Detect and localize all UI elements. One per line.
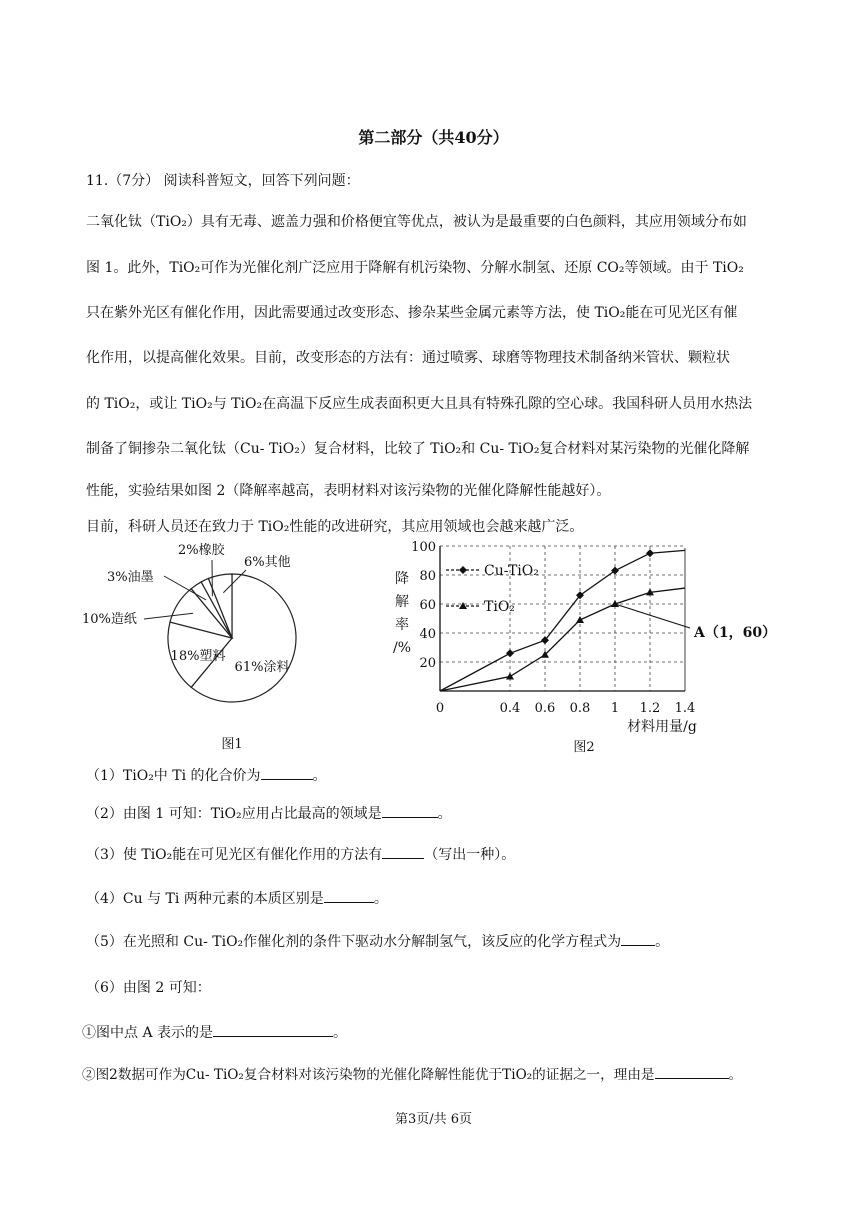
pie-label-橡胶: 2%橡胶 bbox=[178, 543, 225, 558]
y-tick-label: 80 bbox=[419, 569, 436, 584]
question-5-text: （5）在光照和 Cu- TiO₂作催化剂的条件下驱动水分解制氢气，该反应的化学方程式为 bbox=[86, 934, 622, 950]
pie-label-造纸: 10%造纸 bbox=[82, 612, 137, 627]
pie-label-油墨: 3%油墨 bbox=[107, 570, 154, 585]
question-3-suffix: （写出一种）。 bbox=[424, 847, 516, 863]
passage-line: 二氧化钛（TiO₂）具有无毒、遮盖力强和价格便宜等优点，被认为是最重要的白色颜料，其应用领域分布如 bbox=[86, 214, 747, 230]
passage-line: 化作用，以提高催化效果。目前，改变形态的方法有：通过喷雾、球磨等物理技术制备纳米管状、颗粒状 bbox=[86, 350, 730, 366]
legend-label: Cu-TiO₂ bbox=[484, 563, 539, 579]
answer-blank[interactable] bbox=[621, 933, 655, 946]
x-tick-label: 1.2 bbox=[639, 701, 661, 716]
y-axis-label: 解 bbox=[395, 594, 409, 610]
question-6b bbox=[82, 1063, 742, 1083]
question-3 bbox=[86, 844, 515, 864]
x-tick-label: 0.6 bbox=[534, 701, 556, 716]
period: 。 bbox=[373, 891, 388, 907]
y-tick-label: 20 bbox=[419, 656, 436, 671]
data-point-triangle bbox=[576, 616, 584, 623]
period: 。 bbox=[655, 934, 670, 950]
answer-blank[interactable] bbox=[261, 767, 313, 780]
answer-blank[interactable] bbox=[655, 1066, 729, 1079]
question-6a-text: ①图中点 A 表示的是 bbox=[82, 1025, 214, 1041]
pie-label-塑料: 18%塑料 bbox=[170, 649, 226, 664]
x-tick-label: 0.8 bbox=[569, 701, 591, 716]
legend-label: TiO₂ bbox=[484, 599, 515, 615]
series-line-1 bbox=[440, 588, 685, 691]
passage-line: 只在紫外光区有催化作用，因此需要通过改变形态、掺杂某些金属元素等方法，使 TiO₂能在可见光区有催 bbox=[86, 305, 738, 321]
question-6: （6）由图 2 可知： bbox=[86, 980, 211, 996]
y-axis-label: /% bbox=[392, 640, 412, 656]
question-intro: 11.（7分） 阅读科普短文，回答下列问题： bbox=[86, 173, 360, 189]
period: 。 bbox=[437, 806, 452, 822]
section-title: 第二部分（共40分） bbox=[358, 128, 509, 147]
question-6a bbox=[82, 1022, 347, 1042]
answer-blank[interactable] bbox=[382, 805, 438, 818]
question-4 bbox=[86, 888, 388, 908]
data-point-diamond bbox=[611, 567, 619, 575]
x-tick-label: 1.4 bbox=[674, 701, 696, 716]
data-point-diamond bbox=[506, 649, 514, 657]
x-tick-label: 0 bbox=[435, 701, 445, 716]
annotation-leader bbox=[615, 604, 690, 628]
period: 。 bbox=[312, 768, 327, 784]
figure-2-caption: 图2 bbox=[573, 740, 595, 755]
y-tick-label: 60 bbox=[419, 598, 436, 613]
question-2-text: （2）由图 1 可知：TiO₂应用占比最高的领域是 bbox=[86, 806, 382, 822]
question-3-text: （3）使 TiO₂能在可见光区有催化作用的方法有 bbox=[86, 847, 383, 863]
figure-1-caption: 图1 bbox=[221, 737, 243, 752]
passage-line: 制备了铜掺杂二氧化钛（Cu- TiO₂）复合材料，比较了 TiO₂和 Cu- TiO₂复合材料对某污染物的光催化降解 bbox=[86, 441, 750, 457]
annotation-label: A（1，60） bbox=[694, 625, 777, 641]
question-5 bbox=[86, 931, 669, 951]
passage-line: 图 1。此外，TiO₂可作为光催化剂广泛应用于降解有机污染物、分解水制氢、还原 CO₂等领域。由于 TiO₂ bbox=[86, 260, 744, 276]
legend-marker-triangle bbox=[459, 602, 467, 609]
period: 。 bbox=[333, 1025, 348, 1041]
y-axis-label: 降 bbox=[395, 571, 409, 587]
answer-blank[interactable] bbox=[213, 1024, 333, 1037]
y-axis-label: 率 bbox=[395, 617, 409, 633]
answer-blank[interactable] bbox=[382, 846, 424, 859]
x-tick-label: 0.4 bbox=[499, 701, 521, 716]
pie-label-涂料: 61%涂料 bbox=[234, 660, 290, 675]
question-4-text: （4）Cu 与 Ti 两种元素的本质区别是 bbox=[86, 891, 324, 907]
series-line-0 bbox=[440, 550, 685, 691]
data-point-diamond bbox=[646, 549, 654, 557]
answer-blank[interactable] bbox=[324, 890, 374, 903]
x-axis-label: 材料用量/g bbox=[627, 719, 697, 735]
question-2 bbox=[86, 803, 452, 823]
data-point-triangle bbox=[506, 673, 514, 680]
legend-marker-diamond bbox=[459, 566, 467, 574]
question-1 bbox=[86, 765, 327, 785]
question-6b-text: ②图2数据可作为Cu- TiO₂复合材料对该污染物的光催化降解性能优于TiO₂的证据之一，理由是 bbox=[82, 1067, 655, 1083]
y-tick-label: 40 bbox=[419, 627, 436, 642]
passage-line: 性能，实验结果如图 2（降解率越高，表明材料对该污染物的光催化降解性能越好）。 bbox=[86, 483, 611, 499]
y-tick-label: 100 bbox=[411, 540, 436, 555]
period: 。 bbox=[728, 1067, 743, 1083]
passage-line: 的 TiO₂，或让 TiO₂与 TiO₂在高温下反应生成表面积更大且具有特殊孔隙的空心球。我国科研人员用水热法 bbox=[86, 396, 753, 412]
x-tick-label: 1 bbox=[610, 701, 620, 716]
question-1-text: （1）TiO₂中 Ti 的化合价为 bbox=[86, 768, 261, 784]
passage-line: 目前，科研人员还在致力于 TiO₂性能的改进研究，其应用领域也会越来越广泛。 bbox=[86, 519, 584, 535]
figure-2-line-chart bbox=[380, 536, 780, 761]
page-footer: 第3页/共 6页 bbox=[394, 1112, 473, 1127]
pie-label-其他: 6%其他 bbox=[244, 555, 291, 570]
figure-1-pie-chart bbox=[80, 536, 320, 761]
